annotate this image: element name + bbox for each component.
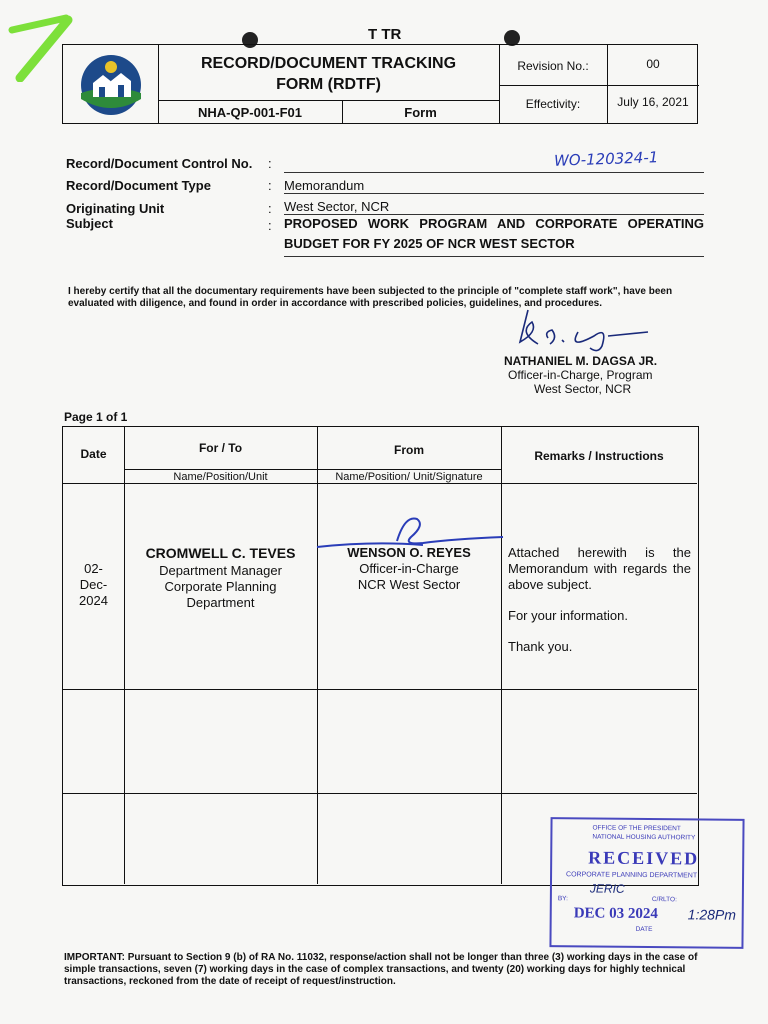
row1-from-name: WENSON O. REYES	[347, 545, 471, 560]
sender-signature	[313, 511, 513, 557]
stamp-time: 1:28Pm	[687, 906, 737, 923]
col-subheader-from: Name/Position/ Unit/Signature	[335, 471, 483, 483]
certification-text: I hereby certify that all the documentary requirements have been subjected to the principle of "complete staff work", have been evaluated with diligence, and found in order in accordance with prescribed policies, guidelines, and procedures.	[68, 286, 673, 309]
certifier-position: Officer-in-Charge, Program	[508, 368, 653, 382]
important-text: Pursuant to Section 9 (b) of RA No. 11032, response/action shall not be longer than three (3) working days in the case of simple transactions, seven (7) working days in the case of complex transactions, and twenty (20) working days for highly technical transactions, reckoned from the date of receipt of request/instruction.	[64, 952, 698, 987]
col-header-remarks: Remarks / Instructions	[534, 449, 664, 463]
stamp-agency: NATIONAL HOUSING AUTHORITY	[592, 833, 696, 842]
row1-date-year: 2024	[79, 593, 108, 608]
row1-to-unit-cont: Department	[186, 595, 255, 610]
colon: :	[268, 156, 272, 171]
effectivity-value: July 16, 2021	[617, 95, 689, 109]
page-indicator: Page 1 of 1	[64, 410, 128, 424]
important-label: IMPORTANT:	[64, 952, 125, 963]
form-header	[62, 44, 698, 124]
originating-unit-value: West Sector, NCR	[284, 199, 704, 215]
revision-label: Revision No.:	[517, 59, 589, 73]
form-title-line2: FORM (RDTF)	[276, 76, 381, 93]
stamp-date-label: DATE	[635, 925, 653, 934]
colon: :	[268, 218, 272, 233]
row1-remarks-thanks: Thank you.	[508, 639, 573, 654]
col-header-for-to: For / To	[198, 441, 243, 455]
nha-logo	[75, 53, 147, 117]
subject-label: Subject	[66, 216, 113, 231]
colon: :	[268, 201, 272, 216]
form-code: NHA-QP-001-F01	[197, 105, 303, 120]
row1-to-position: Department Manager	[159, 563, 282, 578]
col-subheader-for-to: Name/Position/Unit	[173, 471, 268, 483]
control-no-label: Record/Document Control No.	[66, 156, 253, 171]
row1-to-unit: Corporate Planning	[164, 579, 277, 594]
col-header-from: From	[394, 443, 424, 457]
stamp-by-label: BY:	[557, 895, 569, 903]
effectivity-label: Effectivity:	[525, 97, 581, 111]
row1-from-position: Officer-in-Charge	[359, 561, 459, 576]
stamp-date: DEC 03 2024	[573, 905, 658, 923]
cutoff-header-text: T TR	[368, 26, 402, 43]
received-stamp	[549, 817, 744, 949]
stamp-department: CORPORATE PLANNING DEPARTMENT	[566, 871, 698, 880]
form-type: Form	[404, 105, 437, 120]
doc-type-value: Memorandum	[284, 178, 704, 194]
doc-type-label: Record/Document Type	[66, 178, 211, 193]
row1-remarks-info: For your information.	[508, 608, 628, 623]
certifier-unit: West Sector, NCR	[534, 382, 632, 396]
stamp-by-value: JERIC	[589, 881, 625, 896]
row1-date-day: 02-	[84, 561, 103, 576]
row1-to-name: CROMWELL C. TEVES	[145, 545, 296, 561]
row1-remarks: Attached herewith is the Memorandum with regards the above subject.	[508, 545, 691, 592]
form-title-line1: RECORD/DOCUMENT TRACKING	[200, 55, 457, 72]
stamp-office: OFFICE OF THE PRESIDENT	[592, 824, 681, 833]
originating-unit-label: Originating Unit	[66, 201, 165, 216]
row1-date-month: Dec-	[79, 577, 108, 592]
col-header-date: Date	[80, 447, 107, 461]
revision-value: 00	[646, 57, 660, 71]
certifier-signature	[498, 302, 688, 356]
certifier-name: NATHANIEL M. DAGSA JR.	[504, 354, 658, 368]
control-no-value: WO-120324-1	[553, 148, 659, 170]
important-note	[64, 952, 704, 988]
colon: :	[268, 178, 272, 193]
row1-from-unit: NCR West Sector	[357, 577, 461, 592]
stamp-received: RECEIVED	[588, 847, 700, 869]
stamp-cirlo-label: C/RLTO:	[651, 896, 677, 904]
subject-value: PROPOSED WORK PROGRAM AND CORPORATE OPERATING BUDGET FOR FY 2025 OF NCR WEST SECTOR	[284, 214, 704, 257]
